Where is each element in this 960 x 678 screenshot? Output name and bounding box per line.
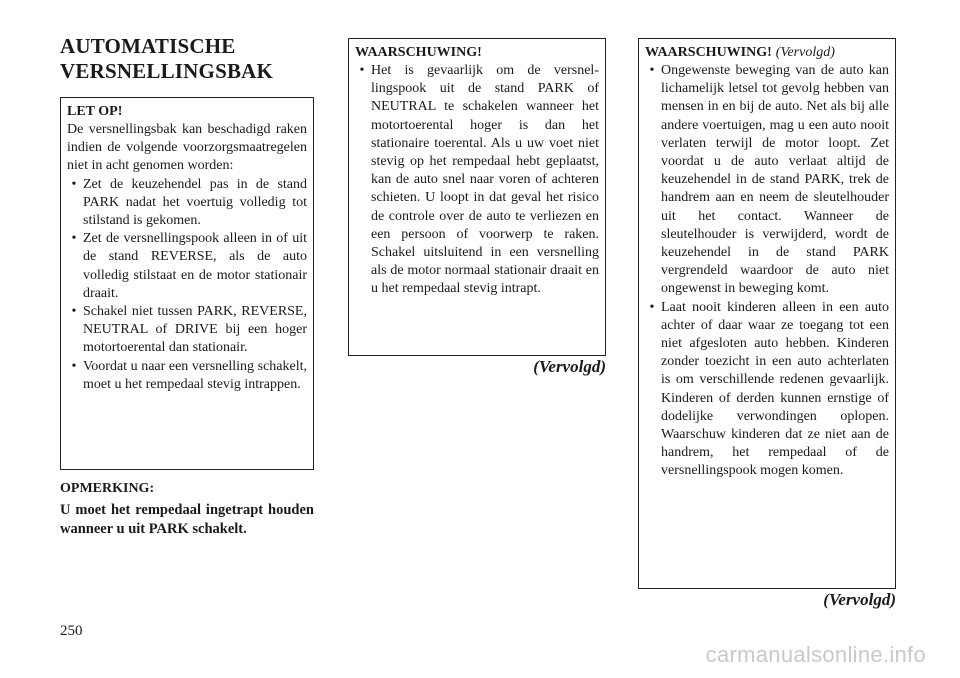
continued-label-1: (Vervolgd) [533, 357, 606, 376]
warning-list-2 [645, 62, 889, 481]
warning-list-1 [355, 62, 599, 299]
list-item: • Het is gevaarlijk om de versnellingspook uit de stand PARK of NEUTRAL te schakelen wanneer het motortoerental hoger is dan het stationaire toerental. Als u uw voet niet stevig op het rempedaal hebt geplaatst, kan de auto snel naar voren of achteren schieten. U loopt in dat geval het risico de controle over de auto te verliezen en een persoon of voorwerp te raken. Schakel uitsluitend in een versnelling als de motor normaal stationair draait en u het rempedaal stevig intrapt. [355, 62, 599, 299]
watermark: carmanualsonline.info [705, 642, 926, 667]
bullet-icon: • [71, 358, 77, 374]
warning-title-2: WAARSCHUWING! (Vervolgd) [645, 45, 835, 60]
continued-label-2: (Vervolgd) [823, 590, 896, 609]
warning-box-1 [348, 38, 606, 356]
page-number: 250 [60, 623, 83, 639]
list-item: • Ongewenste beweging van de auto kan lichamelijk letsel tot gevolg hebben van mensen in en bij de auto. Net als bij alle andere voertuigen, mag u een auto nooit verlaten terwijl de motor loopt. Zet voordat u de auto verlaat altijd de keuzehendel in de stand PARK, trek de handrem aan en neem de sleutelhouder uit het contact. Wanneer de sleutelhouder is verwijderd, wordt de keuzehendel in de stand PARK vergrendeld waardoor de auto niet ongewenst in beweging komt. [645, 62, 889, 299]
note-text: U moet het rempedaal ingetrapt houden wanneer u uit PARK schakelt. [60, 502, 314, 537]
section-heading: AUTOMATISCHE VERSNELLINGSBAK [60, 34, 274, 83]
list-item: • Zet de versnellingspook alleen in of uit de stand REVERSE, als de auto volledig stilstaat en de motor stationair draait. [67, 230, 307, 303]
warning-title-1: WAARSCHUWING! [355, 45, 482, 60]
warning-box-2 [638, 38, 896, 589]
list-item: • Zet de keuzehendel pas in de stand PARK nadat het voertuig volledig tot stilstand is gekomen. [67, 176, 307, 231]
bullet-icon: • [71, 231, 77, 247]
bullet-icon: • [71, 304, 77, 320]
caution-list [67, 176, 307, 394]
bullet-icon: • [359, 63, 365, 78]
note-label: OPMERKING: [60, 481, 155, 496]
title-continued: (Vervolgd) [775, 45, 835, 60]
caution-box [60, 97, 314, 470]
bullet-icon: • [71, 176, 77, 192]
bullet-icon: • [649, 299, 655, 315]
list-item: • Laat nooit kinderen alleen in een auto achter of daar waar ze toegang tot een niet afgesloten auto hebben. Kinderen zonder toezicht in een auto achterlaten is om verschillende redenen gevaarlijk. Kinderen of derden kunnen ernstige of dodelijke verwondingen oplopen. Waarschuw kinderen dat ze niet aan de handrem, het rempedaal of de versnellingspook mogen komen. [645, 299, 889, 481]
caution-title: LET OP! [67, 104, 123, 119]
list-item: • Schakel niet tussen PARK, REVERSE, NEUTRAL of DRIVE bij een hoger motortoerental dan stationair. [67, 303, 307, 358]
list-item: • Voordat u naar een versnelling schakelt, moet u het rempedaal stevig intrappen. [67, 358, 307, 394]
bullet-icon: • [649, 63, 655, 78]
caution-intro: De versnellingsbak kan beschadigd raken indien de volgende voorzorgsmaatregelen niet in acht genomen worden: [67, 122, 307, 174]
